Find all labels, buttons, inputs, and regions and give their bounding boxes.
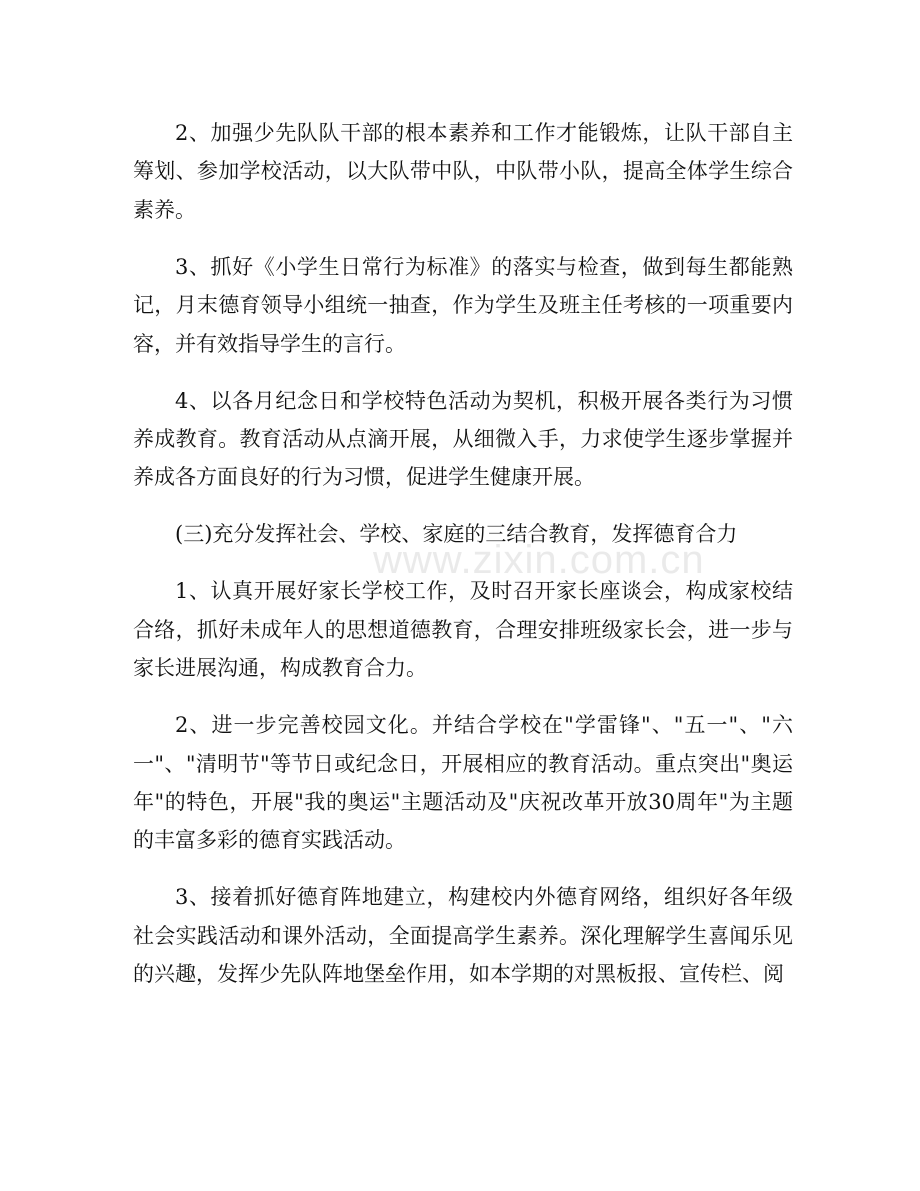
paragraph-item-2-campus-culture: 2、进一步完善校园文化。并结合学校在"学雷锋"、"五一"、"六一"、"清明节"等节日或纪念日，开展相应的教育活动。重点突出"奥运年"的特色，开展"我的奥运"主题活动及"庆祝改革开放30周年"为主题的丰富多彩的德育实践活动。 bbox=[133, 713, 793, 853]
paragraph-item-2-cadres: 2、加强少先队队干部的根本素养和工作才能锻炼，让队干部自主筹划、参加学校活动，以大队带中队，中队带小队，提高全体学生综合素养。 bbox=[133, 121, 793, 222]
document-body bbox=[133, 114, 793, 1012]
paragraph-item-3-standards: 3、抓好《小学生日常行为标准》的落实与检查，做到每生都能熟记，月末德育领导小组统一抽查，作为学生及班主任考核的一项重要内容，并有效指导学生的言行。 bbox=[133, 254, 793, 356]
section-heading-three: (三)充分发挥社会、学校、家庭的三结合教育，发挥德育合力 bbox=[175, 522, 738, 547]
watermark: www.zixin.com.cn bbox=[373, 538, 705, 582]
paragraph-item-4-habits: 4、以各月纪念日和学校特色活动为契机，积极开展各类行为习惯养成教育。教育活动从点滴开展，从细微入手，力求使学生逐步掌握并养成各方面良好的行为习惯，促进学生健康开展。 bbox=[133, 388, 793, 490]
paragraph-item-3-moral-network: 3、接着抓好德育阵地建立，构建校内外德育网络，组织好各年级社会实践活动和课外活动，全面提高学生素养。深化理解学生喜闻乐见的兴趣，发挥少先队阵地堡垒作用，如本学期的对黑板报、宣传栏、阅 bbox=[133, 885, 793, 987]
paragraph-item-1-parent-school: 1、认真开展好家长学校工作，及时召开家长座谈会，构成家校结合络，抓好未成年人的思想道德教育，合理安排班级家长会，进一步与家长进展沟通，构成教育合力。 bbox=[133, 579, 793, 681]
